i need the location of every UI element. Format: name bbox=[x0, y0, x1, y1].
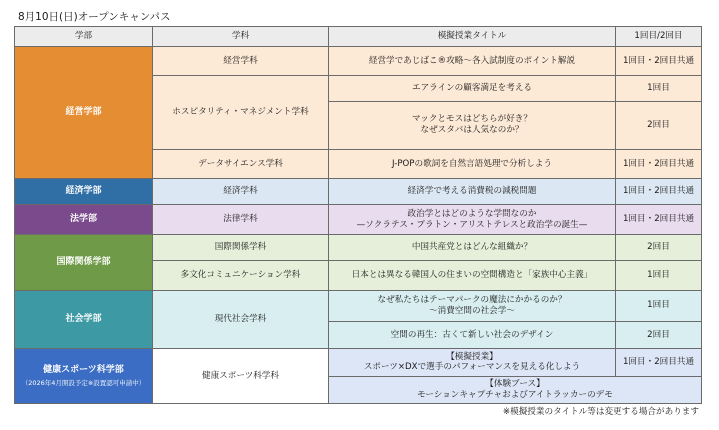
faculty-management: 経営学部 bbox=[15, 46, 153, 178]
header-lecture: 模擬授業タイトル bbox=[329, 27, 616, 47]
session-value: 2回目 bbox=[616, 234, 702, 260]
lecture-title-line: モーションキャプチャおよびアイトラッカーのデモ bbox=[417, 389, 613, 400]
lecture-title-line: 政治学とはどのような学問なのか bbox=[407, 208, 537, 219]
session-value: 2回目 bbox=[616, 322, 702, 349]
faculty-sports bbox=[15, 349, 153, 404]
lecture-title-line: —ソクラテス・プラトン・アリストテレスと政治学の誕生— bbox=[356, 219, 588, 230]
session-value: 1回目・2回目共通 bbox=[616, 349, 702, 376]
session-value: 1回目・2回目共通 bbox=[616, 179, 702, 205]
session-value: 1回目・2回目共通 bbox=[616, 46, 702, 75]
header-faculty: 学部 bbox=[15, 27, 153, 47]
schedule-table bbox=[14, 26, 702, 404]
session-value: 1回目 bbox=[616, 290, 702, 322]
faculty-sports-note: （2026年4月開設予定※設置認可申請中） bbox=[21, 378, 146, 387]
session-value: 1回目 bbox=[616, 261, 702, 290]
lecture-title: 経済学で考える消費税の減税問題 bbox=[329, 179, 616, 205]
dept-social: 現代社会学科 bbox=[153, 290, 329, 349]
table-row bbox=[15, 46, 702, 75]
dept-economics: 経済学科 bbox=[153, 179, 329, 205]
lecture-title bbox=[329, 101, 616, 149]
lecture-title-line: マックとモスはどちらが好き？ bbox=[412, 114, 532, 125]
lecture-title-line: ～消費空間の社会学～ bbox=[429, 305, 515, 316]
faculty-intl: 国際関係学部 bbox=[15, 234, 153, 290]
lecture-title bbox=[329, 290, 616, 322]
table-row bbox=[15, 290, 702, 322]
faculty-social: 社会学部 bbox=[15, 290, 153, 349]
lecture-title-line: 【模擬授業】 bbox=[446, 351, 498, 362]
lecture-title: 日本とは異なる韓国人の住まいの空間構造と「家族中心主義」 bbox=[329, 261, 616, 290]
faculty-law: 法学部 bbox=[15, 205, 153, 234]
dept-law: 法律学科 bbox=[153, 205, 329, 234]
lecture-title: 空間の再生：古くて新しい社会のデザイン bbox=[329, 322, 616, 349]
dept-intl: 国際関係学科 bbox=[153, 234, 329, 260]
lecture-title: 中国共産党とはどんな組織か？ bbox=[329, 234, 616, 260]
lecture-title bbox=[329, 376, 702, 403]
lecture-title-line: スポーツ×DXで選手のパフォーマンスを見える化しよう bbox=[363, 362, 581, 373]
dept-multicultural: 多文化コミュニケーション学科 bbox=[153, 261, 329, 290]
dept-business: 経営学科 bbox=[153, 46, 329, 75]
header-department: 学科 bbox=[153, 27, 329, 47]
lecture-title: 経営学であじばこ®攻略～各入試制度のポイント解説 bbox=[329, 46, 616, 75]
session-value: 1回目・2回目共通 bbox=[616, 149, 702, 178]
lecture-title-line: なぜ私たちはテーマパークの魔法にかかるのか？ bbox=[377, 295, 567, 306]
header-session: 1回目/2回目 bbox=[616, 27, 702, 47]
page-title: 8月10日(日)オープンキャンパス bbox=[18, 11, 171, 23]
session-value: 2回目 bbox=[616, 101, 702, 149]
faculty-sports-name: 健康スポーツ科学部 bbox=[43, 365, 124, 376]
lecture-title: エアラインの顧客満足を考える bbox=[329, 76, 616, 101]
footnote: ※模擬授業のタイトル等は変更する場合があります bbox=[502, 407, 699, 417]
lecture-title bbox=[329, 205, 616, 234]
table-row bbox=[15, 179, 702, 205]
dept-datascience: データサイエンス学科 bbox=[153, 149, 329, 178]
lecture-title: J-POPの歌詞を自然言語処理で分析しよう bbox=[329, 149, 616, 178]
table-row bbox=[15, 349, 702, 376]
header-row bbox=[15, 27, 702, 47]
faculty-economics: 経済学部 bbox=[15, 179, 153, 205]
session-value: 1回目 bbox=[616, 76, 702, 101]
table-row bbox=[15, 234, 702, 260]
dept-hospitality: ホスピタリティ・マネジメント学科 bbox=[153, 76, 329, 150]
table-row bbox=[15, 205, 702, 234]
dept-sports: 健康スポーツ科学科 bbox=[153, 349, 329, 404]
lecture-title bbox=[329, 349, 616, 376]
lecture-title-line: なぜスタバは人気なのか？ bbox=[420, 125, 524, 136]
lecture-title-line: 【体験ブース】 bbox=[485, 379, 545, 390]
session-value: 1回目・2回目共通 bbox=[616, 205, 702, 234]
